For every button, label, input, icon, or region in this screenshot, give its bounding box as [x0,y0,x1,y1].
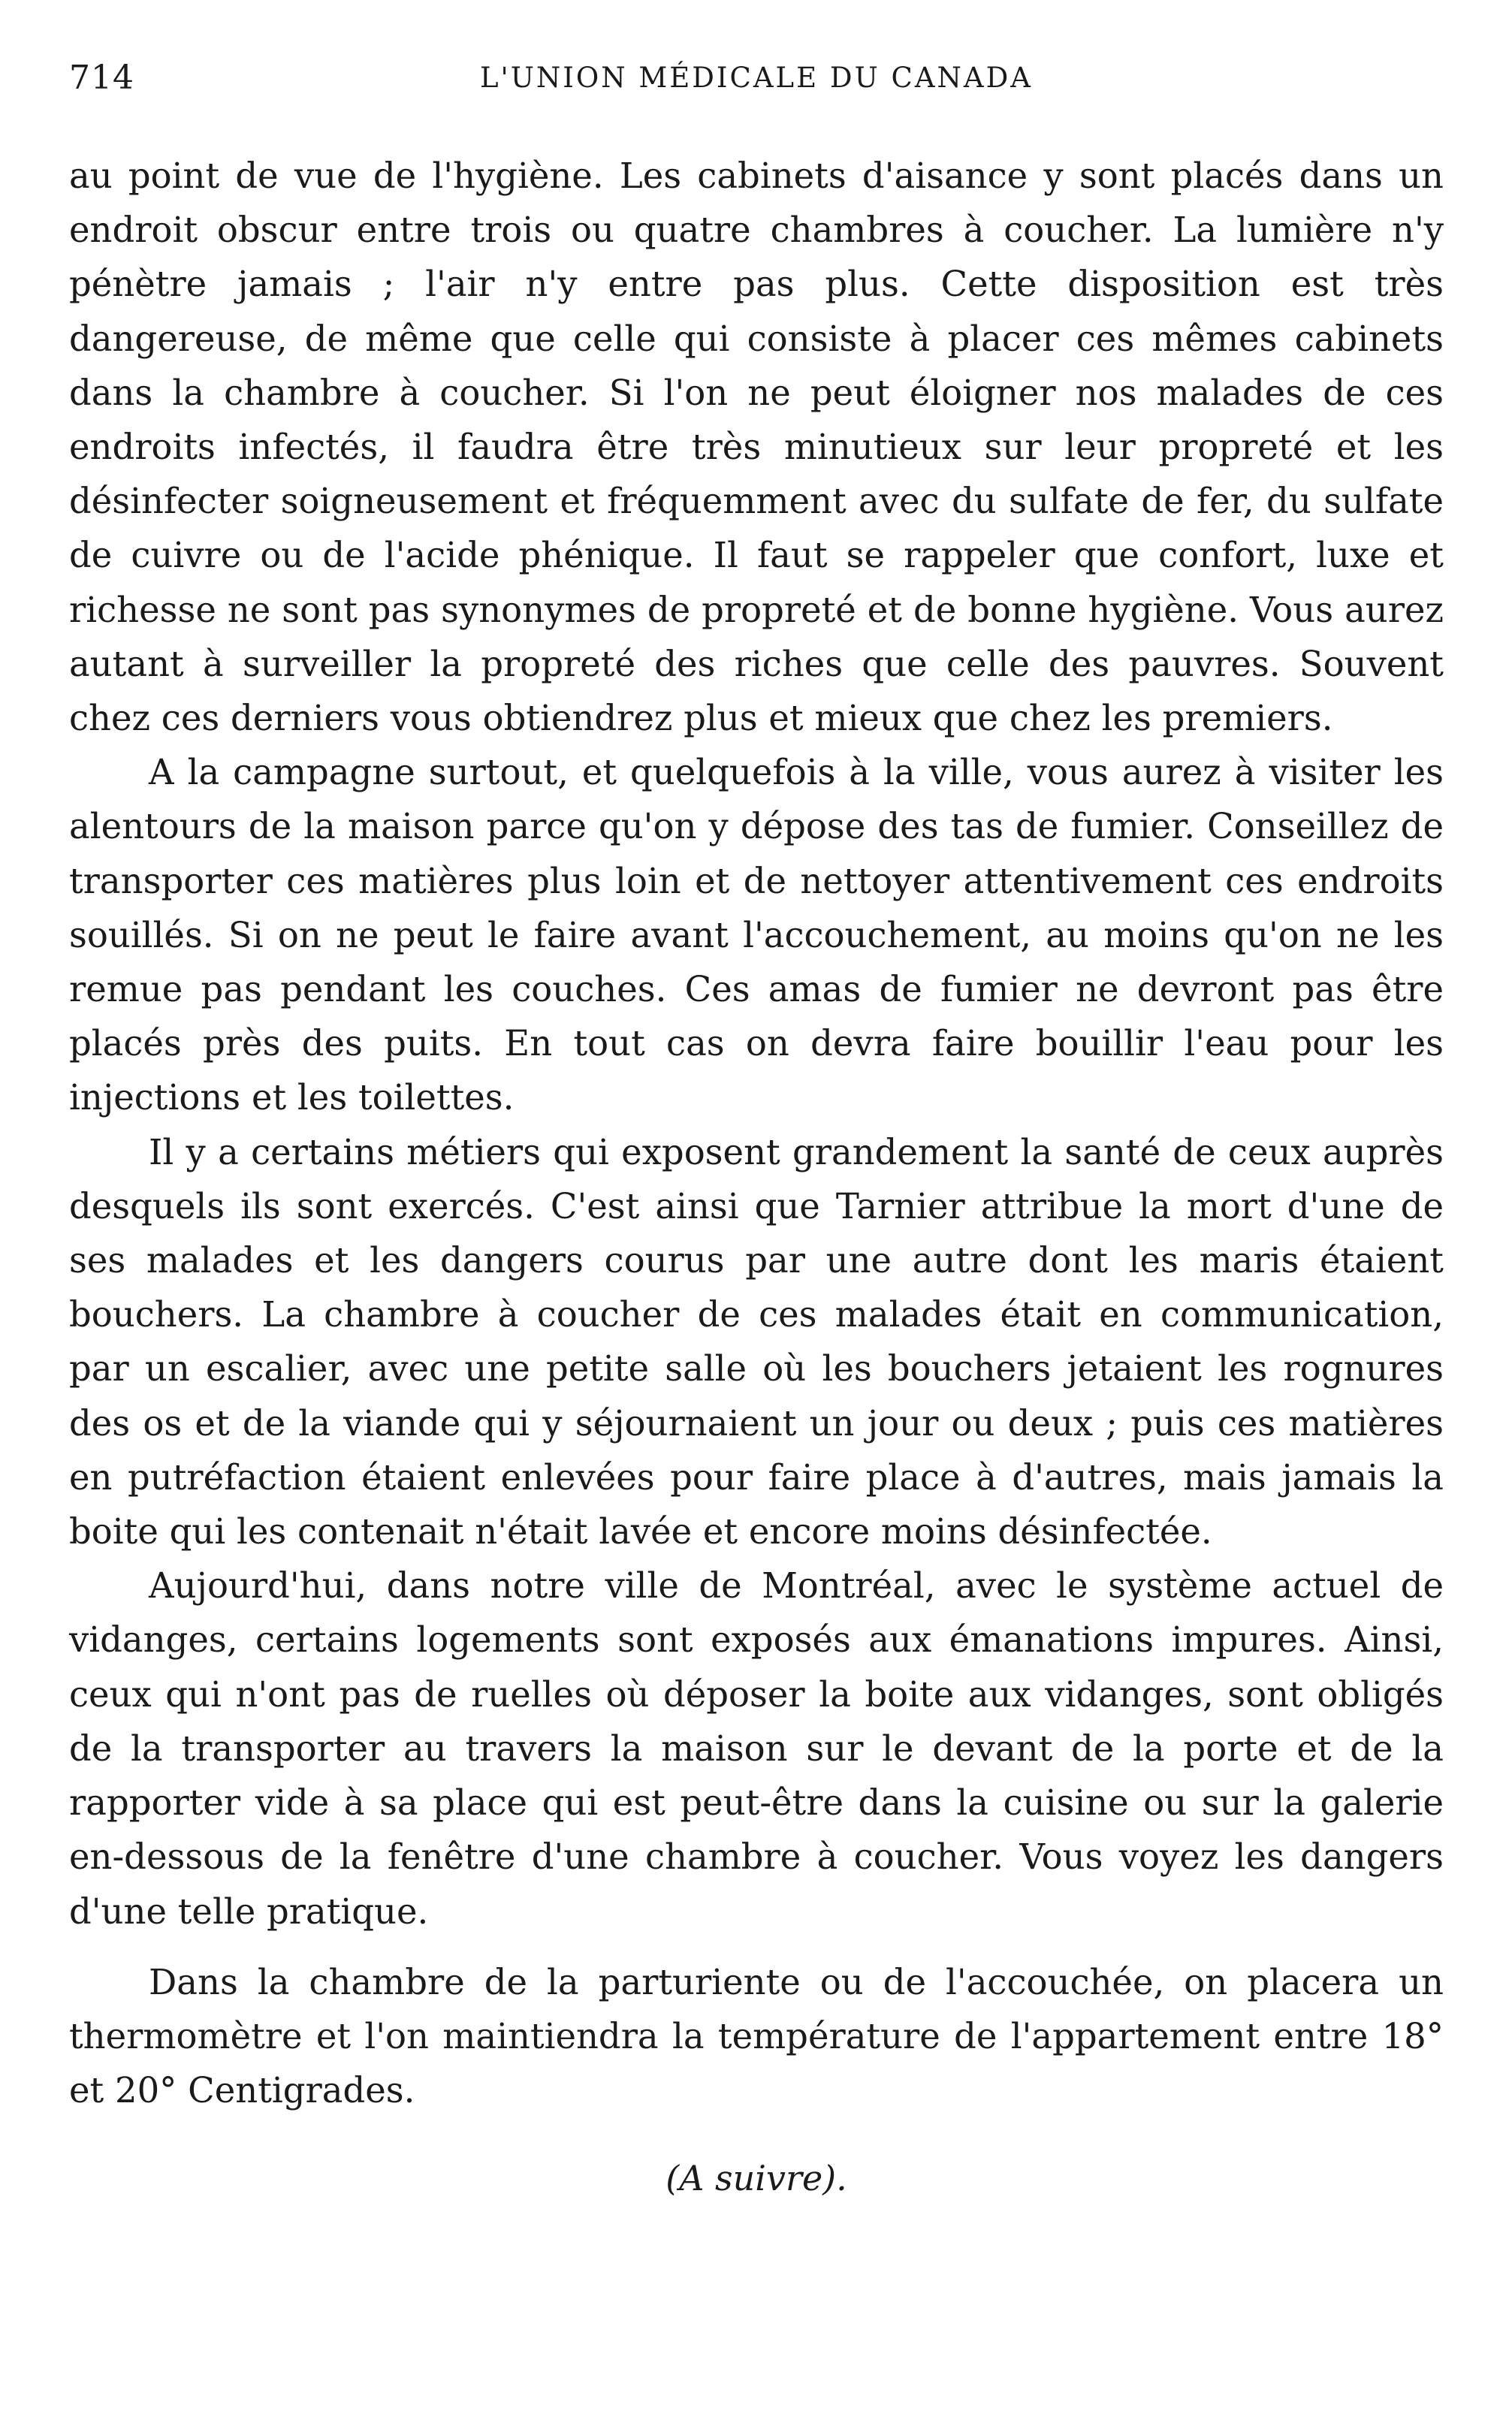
paragraph-campagne: A la campagne surtout, et quelquefois à la ville, vous aurez à visiter les alentours de la maison parce qu'on y dépose des tas de fumier. Conseillez de transporter ces matières plus loin et de nettoyer attentivement ces endroits souillés. Si on ne peut le faire avant l'accouchement, au moins qu'on ne les remue pas pendant les couches. Ces amas de fumier ne devront pas être placés près des puits. En tout cas on devra faire bouillir l'eau pour les injections et les toilettes. [69,752,1444,1118]
page-number: 714 [69,59,134,97]
paragraph-continued: au point de vue de l'hygiène. Les cabinets d'aisance y sont placés dans un endroit obscur entre trois ou quatre chambres à coucher. La lumière n'y pénètre jamais ; l'air n'y entre pas plus. Cette disposition est très dangereuse, de même que celle qui consiste à placer ces mêmes cabinets dans la chambre à coucher. Si l'on ne peut éloigner nos malades de ces endroits infectés, il faudra être très minutieux sur leur propreté et les désinfecter soigneusement et fréquemment avec du sulfate de fer, du sulfate de cuivre ou de l'acide phénique. Il faut se rappeler que confort, luxe et richesse ne sont pas synonymes de propreté et de bonne hygiène. Vous aurez autant à surveiller la propreté des riches que celle des pauvres. Souvent chez ces derniers vous obtiendrez plus et mieux que chez les premiers. [69,155,1444,739]
page-header [69,59,1444,104]
page [69,59,1444,2198]
paragraph-temperature: Dans la chambre de la parturiente ou de l'accouchée, on placera un thermomètre et l'on maintiendra la température de l'appartement entre 18° et 20° Centigrades. [69,1961,1444,2111]
to-be-continued: (A suivre). [665,2158,847,2199]
running-title: L'UNION MÉDICALE DU CANADA [479,62,1034,94]
paragraph-montreal: Aujourd'hui, dans notre ville de Montréal, avec le système actuel de vidanges, certains logements sont exposés aux émanations impures. Ainsi, ceux qui n'ont pas de ruelles où déposer la boite aux vidanges, sont obligés de la transporter au travers la maison sur le devant de la porte et de la rapporter vide à sa place qui est peut-être dans la cuisine ou sur la galerie en-dessous de la fenêtre d'une chambre à coucher. Vous voyez les dangers d'une telle pratique. [69,1565,1444,1932]
paragraph-metiers: Il y a certains métiers qui exposent grandement la santé de ceux auprès desquels ils sont exercés. C'est ainsi que Tarnier attribue la mort d'une de ses malades et les dangers courus par une autre dont les maris étaient bouchers. La chambre à coucher de ces malades était en communication, par un escalier, avec une petite salle où les bouchers jetaient les rognures des os et de la viande qui y séjournaient un jour ou deux ; puis ces matières en putréfaction étaient enlevées pour faire place à d'autres, mais jamais la boite qui les contenait n'était lavée et encore moins désinfectée. [69,1131,1444,1552]
article-body [69,149,1444,2117]
continuation-note [69,2158,1444,2198]
